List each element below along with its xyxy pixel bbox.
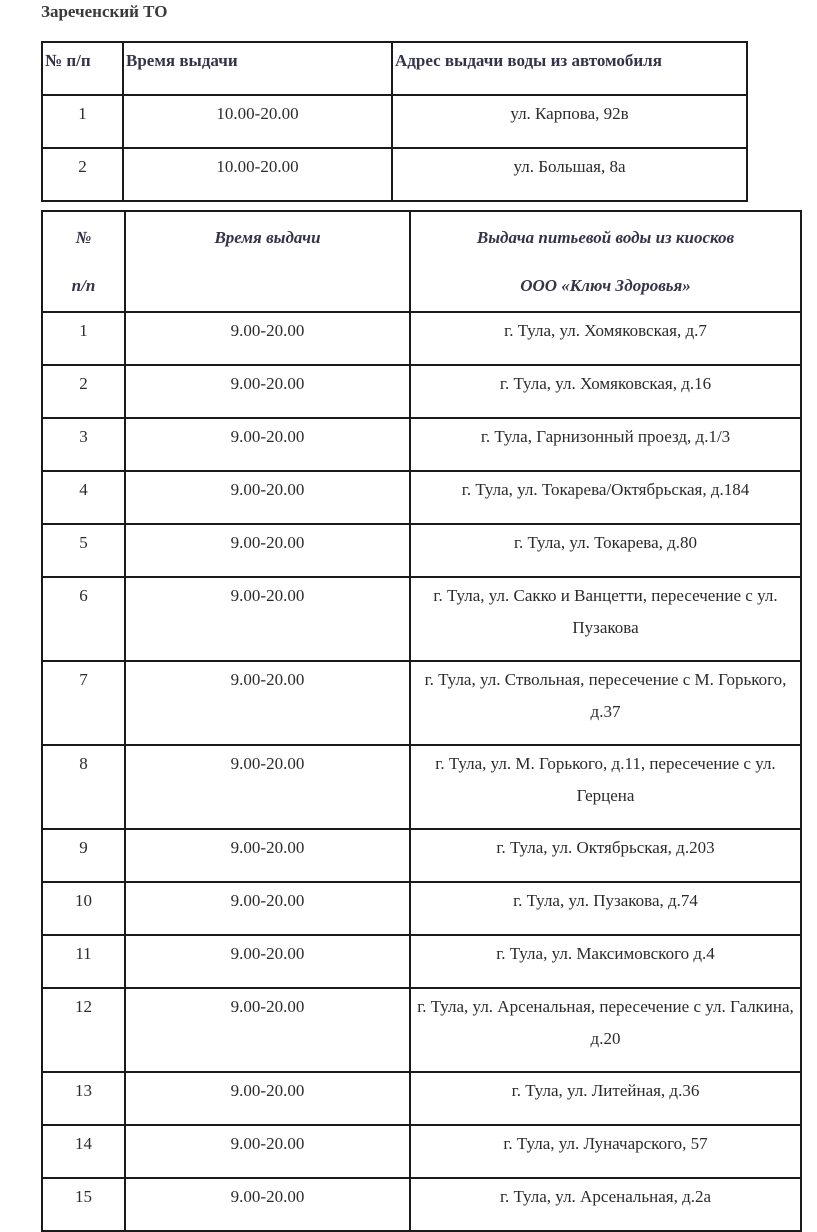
header-num-line2: п/п [71, 276, 96, 295]
row-time: 9.00-20.00 [125, 745, 410, 829]
table-row [42, 95, 747, 148]
row-num: 10 [42, 882, 125, 935]
header-time: Время выдачи [123, 42, 392, 95]
row-address: г. Тула, ул. Токарева, д.80 [410, 524, 801, 577]
row-time: 9.00-20.00 [125, 471, 410, 524]
section-title: Зареченский ТО [41, 2, 168, 21]
table-row [42, 312, 801, 365]
row-num: 2 [42, 148, 123, 201]
row-time: 9.00-20.00 [125, 829, 410, 882]
table-row [42, 577, 801, 661]
header-address [410, 211, 801, 312]
row-address: г. Тула, ул. Октябрьская, д.203 [410, 829, 801, 882]
table-row [42, 365, 801, 418]
row-time: 9.00-20.00 [125, 935, 410, 988]
row-time: 9.00-20.00 [125, 988, 410, 1072]
table-row [42, 661, 801, 745]
row-address: г. Тула, ул. Хомяковская, д.16 [410, 365, 801, 418]
row-address: г. Тула, ул. Токарева/Октябрьская, д.184 [410, 471, 801, 524]
table-row [42, 1072, 801, 1125]
row-address: г. Тула, ул. Литейная, д.36 [410, 1072, 801, 1125]
header-num [42, 211, 125, 312]
row-time: 9.00-20.00 [125, 661, 410, 745]
row-num: 14 [42, 1125, 125, 1178]
row-time: 9.00-20.00 [125, 882, 410, 935]
row-address: г. Тула, ул. Сакко и Ванцетти, пересечение с ул. Пузакова [410, 577, 801, 661]
table-row [42, 829, 801, 882]
row-address: ул. Большая, 8а [392, 148, 747, 201]
table-row [42, 1178, 801, 1231]
row-num: 5 [42, 524, 125, 577]
table-row [42, 524, 801, 577]
row-num: 4 [42, 471, 125, 524]
table-row [42, 148, 747, 201]
row-num: 12 [42, 988, 125, 1072]
row-time: 9.00-20.00 [125, 1178, 410, 1231]
row-time: 9.00-20.00 [125, 524, 410, 577]
row-num: 1 [42, 312, 125, 365]
row-num: 2 [42, 365, 125, 418]
table-row [42, 988, 801, 1072]
row-address: г. Тула, ул. Хомяковская, д.7 [410, 312, 801, 365]
row-num: 3 [42, 418, 125, 471]
row-address: г. Тула, Гарнизонный проезд, д.1/3 [410, 418, 801, 471]
row-address: г. Тула, ул. Арсенальная, пересечение с ул. Галкина, д.20 [410, 988, 801, 1072]
row-address: г. Тула, ул. Пузакова, д.74 [410, 882, 801, 935]
row-num: 11 [42, 935, 125, 988]
kiosk-water-table [41, 210, 802, 1232]
row-address: г. Тула, ул. Арсенальная, д.2а [410, 1178, 801, 1231]
row-time: 9.00-20.00 [125, 365, 410, 418]
header-num-line1: № [75, 228, 92, 247]
row-num: 9 [42, 829, 125, 882]
table-header-row [42, 211, 801, 312]
header-address-line2: ООО «Ключ Здоровья» [520, 276, 691, 295]
header-address: Адрес выдачи воды из автомобиля [392, 42, 747, 95]
kiosk-table-body [42, 312, 801, 1231]
table-row [42, 1125, 801, 1178]
header-time-label: Время выдачи [214, 228, 321, 247]
truck-water-table [41, 41, 748, 202]
table-row [42, 745, 801, 829]
row-address: г. Тула, ул. Максимовского д.4 [410, 935, 801, 988]
table-row [42, 882, 801, 935]
table-header-row [42, 42, 747, 95]
row-num: 6 [42, 577, 125, 661]
table-row [42, 935, 801, 988]
row-address: г. Тула, ул. Ствольная, пересечение с М. Горького, д.37 [410, 661, 801, 745]
row-num: 1 [42, 95, 123, 148]
row-time: 10.00-20.00 [123, 95, 392, 148]
header-num: № п/п [42, 42, 123, 95]
row-time: 9.00-20.00 [125, 418, 410, 471]
row-num: 13 [42, 1072, 125, 1125]
header-time [125, 211, 410, 312]
row-time: 9.00-20.00 [125, 1125, 410, 1178]
row-time: 9.00-20.00 [125, 577, 410, 661]
header-address-line1: Выдача питьевой воды из киосков [476, 228, 735, 247]
row-address: г. Тула, ул. М. Горького, д.11, пересечение с ул. Герцена [410, 745, 801, 829]
row-num: 8 [42, 745, 125, 829]
row-time: 9.00-20.00 [125, 1072, 410, 1125]
row-address: г. Тула, ул. Луначарского, 57 [410, 1125, 801, 1178]
row-address: ул. Карпова, 92в [392, 95, 747, 148]
row-time: 9.00-20.00 [125, 312, 410, 365]
table-row [42, 471, 801, 524]
row-num: 7 [42, 661, 125, 745]
table-row [42, 418, 801, 471]
row-time: 10.00-20.00 [123, 148, 392, 201]
row-num: 15 [42, 1178, 125, 1231]
